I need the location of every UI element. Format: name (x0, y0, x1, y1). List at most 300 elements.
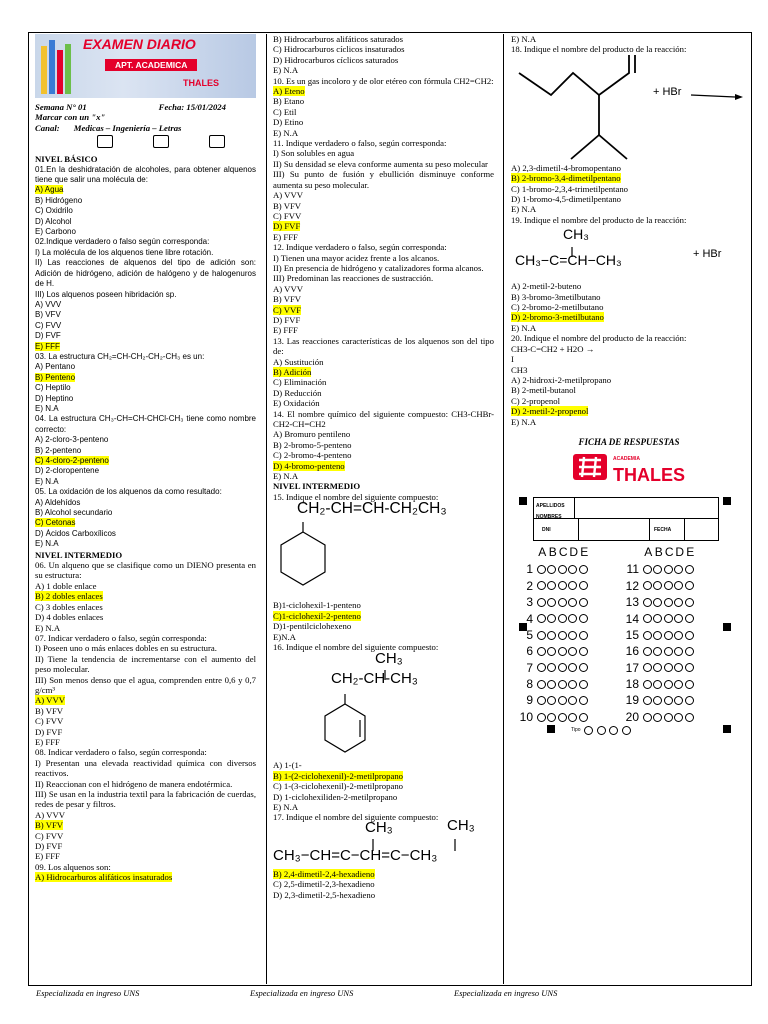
question-line: D) Heptino (35, 393, 74, 403)
question-line: C) 1-bromo-2,3,4-trimetilpentano (511, 183, 629, 194)
answer-bubble[interactable] (579, 680, 588, 689)
question-line: C) Oxidrilo (35, 206, 73, 216)
question-line: C) FVV (273, 210, 302, 221)
tipo-bubble[interactable] (584, 726, 593, 735)
question-line: 02.Indique verdadero o falso según corresponda: (35, 237, 210, 247)
question-line: NIVEL BÁSICO (35, 154, 98, 165)
answer-bubble[interactable] (537, 696, 546, 705)
answer-bubble[interactable] (653, 598, 662, 607)
question-line: E) FFF (35, 851, 60, 862)
question-line: A) 1 doble enlace (35, 580, 97, 591)
text-line (35, 654, 256, 675)
answer-bubble[interactable] (685, 614, 694, 623)
question-line: C) 1-(3-ciclohexenil)-2-metilpropano (273, 781, 404, 792)
answer-bubble[interactable] (579, 647, 588, 656)
text-line (35, 414, 256, 435)
text-line (511, 184, 747, 194)
text-line (273, 481, 494, 491)
question-line: B) VFV (273, 200, 302, 211)
answer-bubble[interactable] (674, 565, 683, 574)
answer-row (621, 709, 696, 725)
footer-2: Especializada en ingreso UNS (250, 988, 354, 998)
text-line (511, 173, 747, 183)
answer-bubble[interactable] (558, 598, 567, 607)
answer-bubble[interactable] (568, 647, 577, 656)
letter-label: B (548, 545, 557, 560)
answer-bubble[interactable] (579, 598, 588, 607)
answer-bubble[interactable] (664, 696, 673, 705)
answer-bubble[interactable] (685, 565, 694, 574)
question-line: B) 2-bromo-5-penteno (273, 439, 352, 450)
question-number: 12 (625, 578, 639, 593)
text-line (35, 248, 256, 258)
bubble-header (515, 547, 590, 561)
text-line (35, 518, 256, 528)
text-line (273, 65, 494, 75)
question-line: C) FVV (35, 320, 62, 330)
text-line (35, 217, 256, 227)
fecha-field[interactable] (684, 519, 718, 540)
answer-bubble[interactable] (664, 680, 673, 689)
q17-top-2: CH₃ (447, 816, 475, 834)
answer-bubble[interactable] (685, 696, 694, 705)
question-line: C) Eliminación (273, 377, 327, 388)
answer-bubble[interactable] (568, 614, 577, 623)
q19-reagent: + HBr (693, 248, 722, 261)
tipo-bubble[interactable] (622, 726, 631, 735)
column-2-q15-options (273, 600, 494, 652)
answer-bubble[interactable] (568, 598, 577, 607)
column-1 (35, 34, 256, 883)
text-line (35, 477, 256, 487)
text-line (35, 737, 256, 747)
thales-logo (511, 451, 747, 486)
fecha-label: Fecha: 15/01/2024 (158, 102, 226, 112)
answer-bubble[interactable] (579, 696, 588, 705)
answer-bubble[interactable] (653, 713, 662, 722)
question-line: B) VFV (35, 820, 64, 831)
answer-bubble[interactable] (653, 581, 662, 590)
text-line (273, 879, 494, 889)
text-line (273, 461, 494, 471)
checkbox-letras[interactable] (209, 135, 225, 148)
answer-bubble[interactable] (537, 631, 546, 640)
footer-1: Especializada en ingreso UNS (36, 988, 140, 998)
apellidos-field[interactable] (575, 498, 718, 518)
question-line: D) FVF (273, 221, 301, 232)
question-line: I (511, 354, 514, 365)
text-line (273, 781, 494, 791)
question-line: 04. La estructura CH₃-CH=CH-CHCl-CH₃ tiene como nombre correcto: (35, 414, 256, 434)
question-line: C) VVF (273, 304, 302, 315)
text-line (35, 560, 256, 581)
letter-label: D (675, 545, 685, 560)
answer-bubble[interactable] (537, 598, 546, 607)
checkbox-ingenieria[interactable] (153, 135, 169, 148)
text-line (35, 820, 256, 830)
bubble-header (621, 547, 696, 561)
answer-bubble[interactable] (674, 680, 683, 689)
alignment-mark (519, 497, 527, 505)
text-line (35, 498, 256, 508)
answer-bubble[interactable] (537, 680, 546, 689)
question-line: E) N.A (511, 416, 537, 427)
question-line: D) Reducción (273, 387, 322, 398)
question-line: E) Carbono (35, 227, 76, 237)
question-line: D) FVF (35, 331, 61, 341)
answer-bubble[interactable] (674, 631, 683, 640)
question-line: C) Heptilo (35, 383, 71, 393)
text-line (35, 758, 256, 779)
answer-bubble[interactable] (653, 696, 662, 705)
question-line: B) 2-bromo-3,4-dimetilpentano (511, 173, 621, 184)
text-line (35, 394, 256, 404)
answer-bubble[interactable] (664, 647, 673, 656)
letter-label: E (686, 545, 695, 560)
answer-bubble[interactable] (537, 565, 546, 574)
question-line: CH3-C=CH2 + H2O → (511, 343, 595, 354)
answer-bubble[interactable] (685, 581, 694, 590)
answer-bubble[interactable] (643, 565, 652, 574)
question-line: E) FFF (35, 341, 60, 351)
answer-row (621, 692, 696, 708)
letter-label: A (538, 545, 547, 560)
question-line: A) 2-hidroxi-2-metilpropano (511, 374, 612, 385)
alignment-mark (723, 725, 731, 733)
answer-bubble[interactable] (653, 680, 662, 689)
answer-bubble[interactable] (685, 663, 694, 672)
answer-bubble[interactable] (664, 631, 673, 640)
question-line: E) FFF (273, 231, 298, 242)
answer-bubble[interactable] (547, 680, 556, 689)
question-line: 11. Indique verdadero o falso, según corresponda: (273, 138, 447, 149)
answer-bubble[interactable] (674, 614, 683, 623)
text-line (35, 591, 256, 601)
question-line: A) VVV (35, 809, 66, 820)
question-line: A) VVV (273, 283, 304, 294)
thales-logo-icon (573, 454, 607, 480)
answer-bubble[interactable] (674, 647, 683, 656)
question-number: 4 (526, 611, 533, 626)
question-number: 14 (625, 611, 639, 626)
text-line (511, 302, 747, 312)
question-line: D) 2-metil-2-propenol (511, 406, 589, 417)
text-line (273, 34, 494, 44)
answer-bubble[interactable] (579, 663, 588, 672)
question-line: E) N.A (35, 539, 59, 549)
text-line (273, 760, 494, 770)
question-line: D) 2-cloropentene (35, 466, 100, 476)
answer-bubble[interactable] (568, 680, 577, 689)
bubble-grid-right (621, 547, 696, 725)
text-line (273, 429, 494, 439)
answer-bubble[interactable] (547, 631, 556, 640)
answer-bubble[interactable] (579, 581, 588, 590)
letter-label: C (558, 545, 568, 560)
text-line (273, 96, 494, 106)
answer-row (621, 578, 696, 594)
answer-bubble[interactable] (643, 680, 652, 689)
question-line: C) 2,5-dimetil-2,3-hexadieno (273, 879, 375, 890)
text-line (35, 237, 256, 247)
text-line (35, 342, 256, 352)
answer-bubble[interactable] (558, 663, 567, 672)
tipo-bubble[interactable] (609, 726, 618, 735)
question-line: CH3 (511, 364, 528, 375)
column-2-questions (273, 34, 494, 502)
answer-bubble[interactable] (547, 663, 556, 672)
answer-bubble[interactable] (558, 581, 567, 590)
answer-bubble[interactable] (643, 631, 652, 640)
answer-bubble[interactable] (643, 647, 652, 656)
answer-bubble[interactable] (653, 663, 662, 672)
answer-bubble[interactable] (664, 663, 673, 672)
answer-bubble[interactable] (568, 581, 577, 590)
q18-structure (511, 55, 747, 163)
question-line: 05. La oxidación de los alquenos da como resultado: (35, 487, 222, 497)
text-line (273, 76, 494, 86)
answer-bubble[interactable] (579, 614, 588, 623)
text-line (273, 632, 494, 642)
question-line: C) FVV (35, 830, 64, 841)
answer-bubble[interactable] (537, 614, 546, 623)
answer-row (515, 627, 590, 643)
answer-bubble[interactable] (664, 713, 673, 722)
answer-bubble[interactable] (643, 663, 652, 672)
text-line (35, 227, 256, 237)
column-2-q16-options (273, 760, 494, 822)
column-3-questions (511, 34, 747, 55)
answer-bubble[interactable] (558, 565, 567, 574)
answer-bubble[interactable] (568, 631, 577, 640)
text-line (273, 315, 494, 325)
answer-bubble[interactable] (558, 713, 567, 722)
text-line (35, 331, 256, 341)
question-line: II) Las reacciones de alquenos del tipo de adición son: Adición de hidrógeno, adición de halógeno y de halogenuros de H. (35, 258, 256, 289)
canal-label: Canal: (35, 122, 60, 133)
answer-bubble[interactable] (685, 631, 694, 640)
answer-bubble[interactable] (685, 680, 694, 689)
question-line: C) 2-bromo-4-penteno (273, 450, 352, 461)
answer-bubble[interactable] (685, 598, 694, 607)
text-line (511, 163, 747, 173)
banner-subtitle: APT. ACADEMICA (105, 59, 197, 71)
answer-bubble[interactable] (547, 598, 556, 607)
question-number: 13 (625, 595, 639, 610)
answer-bubble[interactable] (664, 565, 673, 574)
answer-bubble[interactable] (643, 581, 652, 590)
answer-bubble[interactable] (664, 581, 673, 590)
text-line (35, 602, 256, 612)
answer-bubble[interactable] (664, 614, 673, 623)
thales-name: THALES (613, 465, 685, 486)
text-line (511, 44, 747, 54)
answer-bubble[interactable] (685, 647, 694, 656)
text-line (273, 792, 494, 802)
question-line: 13. Las reacciones características de los alquenos son del tipo de: (273, 335, 494, 357)
answer-row (515, 692, 590, 708)
q17-formula: CH₃−CH=C−CH=C−CH₃ (273, 846, 438, 864)
answer-bubble[interactable] (579, 565, 588, 574)
question-line: 10. Es un gas incoloro y de olor etéreo con fórmula CH2=CH2: (273, 75, 494, 86)
answer-bubble[interactable] (643, 696, 652, 705)
question-line: A) 2,3-dimetil-4-bromopentano (511, 162, 622, 173)
answer-bubble[interactable] (547, 565, 556, 574)
question-line: 14. El nombre químico del siguiente compuesto: CH3-CHBr-CH2-CH=CH2 (273, 408, 494, 430)
question-line: III) Los alquenos poseen hibridación sp. (35, 289, 177, 299)
text-line (35, 747, 256, 757)
answer-bubble[interactable] (653, 647, 662, 656)
answer-bubble[interactable] (558, 614, 567, 623)
q16-top: CH₃ (375, 650, 403, 668)
text-line (35, 310, 256, 320)
text-line (35, 165, 256, 186)
text-line (273, 263, 494, 273)
answer-bubble[interactable] (643, 713, 652, 722)
question-number: 5 (526, 627, 533, 642)
question-line: C) Hidrocarburos cíclicos insaturados (273, 44, 405, 55)
q15-structure (273, 502, 494, 600)
text-line (273, 55, 494, 65)
question-line: C)1-ciclohexil-2-penteno (273, 610, 361, 621)
text-line (273, 128, 494, 138)
question-line: 07. Indicar verdadero o falso, según corresponda: (35, 632, 207, 643)
answer-bubble[interactable] (537, 663, 546, 672)
bubble-grid-left (515, 547, 590, 725)
column-2 (273, 34, 494, 900)
question-line: 06. Un alqueno que se clasifique como un DIENO presenta en su estructura: (35, 560, 256, 581)
tipo-bubble[interactable] (597, 726, 606, 735)
answer-row (621, 611, 696, 627)
question-line: B) 2-penteno (35, 445, 82, 455)
answer-bubble[interactable] (568, 663, 577, 672)
answer-bubble[interactable] (558, 696, 567, 705)
q15-formula: CH₂-CH=CH-CH₂CH₃ (297, 500, 447, 518)
column-2-q17-options (273, 869, 494, 900)
q19-top: CH₃ (563, 226, 589, 243)
answer-bubble[interactable] (558, 680, 567, 689)
text-line (35, 581, 256, 591)
answer-bubble[interactable] (568, 713, 577, 722)
answer-bubble[interactable] (643, 598, 652, 607)
answer-bubble[interactable] (653, 631, 662, 640)
answer-bubble[interactable] (547, 647, 556, 656)
text-line (35, 383, 256, 393)
letter-label: B (654, 545, 663, 560)
answer-bubble[interactable] (674, 663, 683, 672)
question-number: 9 (526, 693, 533, 708)
dni-field[interactable] (578, 519, 650, 540)
dni-label: DNI (542, 526, 551, 533)
answer-row (515, 660, 590, 676)
text-line (273, 890, 494, 900)
question-line: I) La molécula de los alquenos tiene libre rotación. (35, 247, 214, 257)
answer-bubble[interactable] (537, 713, 546, 722)
question-line: A) 2-metil-2-buteno (511, 281, 582, 292)
question-line: A) Agua (35, 185, 64, 195)
question-line: NIVEL INTERMEDIO (35, 549, 123, 560)
answer-bubble[interactable] (579, 713, 588, 722)
answer-bubble[interactable] (664, 598, 673, 607)
answer-bubble[interactable] (547, 614, 556, 623)
text-line (35, 446, 256, 456)
answer-bubble[interactable] (547, 713, 556, 722)
answer-bubble[interactable] (547, 696, 556, 705)
question-number: 8 (526, 677, 533, 692)
answer-row (621, 643, 696, 659)
q16-structure (273, 652, 494, 760)
question-number: 19 (625, 693, 639, 708)
question-line: III) Se usan en la industria textil para la fabricación de cuerdas, redes de pesar y filtros. (35, 789, 256, 810)
answer-bubble[interactable] (653, 565, 662, 574)
checkbox-medicas[interactable] (97, 135, 113, 148)
question-line: D) FVF (273, 314, 301, 325)
answer-bubble[interactable] (568, 565, 577, 574)
answer-bubble[interactable] (558, 647, 567, 656)
answer-bubble[interactable] (558, 631, 567, 640)
q18-skeletal (511, 55, 747, 163)
answer-bubble[interactable] (537, 581, 546, 590)
answer-bubble[interactable] (547, 581, 556, 590)
text-line (35, 466, 256, 476)
question-line: B) VFV (273, 294, 302, 305)
answer-sheet (511, 493, 747, 743)
question-line: E) N.A (273, 65, 299, 76)
text-line (273, 221, 494, 231)
text-line (35, 206, 256, 216)
answer-bubble[interactable] (674, 598, 683, 607)
answer-bubble[interactable] (643, 614, 652, 623)
question-line: III) Predominan las reacciones de sustracción. (273, 273, 434, 284)
text-line (35, 675, 256, 696)
column-3-q19-options (511, 281, 747, 427)
answer-row (621, 676, 696, 692)
question-line: D) 2-bromo-3-metilbutano (511, 312, 604, 323)
text-line (35, 789, 256, 810)
answer-bubble[interactable] (685, 713, 694, 722)
question-line: A) Bromuro pentileno (273, 429, 351, 440)
text-line (35, 362, 256, 372)
answer-bubble[interactable] (674, 696, 683, 705)
text-line (35, 623, 256, 633)
answer-bubble[interactable] (537, 647, 546, 656)
question-line: B) VFV (35, 705, 64, 716)
question-line: E) Oxidación (273, 398, 320, 409)
answer-bubble[interactable] (674, 581, 683, 590)
text-line (273, 325, 494, 335)
question-line: E) N.A (35, 476, 59, 486)
answer-bubble[interactable] (579, 631, 588, 640)
text-line (273, 201, 494, 211)
text-line (273, 232, 494, 242)
text-line (35, 851, 256, 861)
question-line: D) Alcohol (35, 216, 72, 226)
question-line: E) FFF (273, 325, 298, 336)
question-number: 16 (625, 644, 639, 659)
question-line: NIVEL INTERMEDIO (273, 481, 361, 492)
question-line: E) N.A (273, 471, 299, 482)
text-line (273, 357, 494, 367)
question-line: D) Hidrocarburos cíclicos saturados (273, 54, 399, 65)
question-line: C) FVV (35, 716, 64, 727)
question-number: 20 (625, 709, 639, 724)
answer-bubble[interactable] (653, 614, 662, 623)
answer-bubble[interactable] (568, 696, 577, 705)
text-line (35, 695, 256, 705)
answer-bubble[interactable] (674, 713, 683, 722)
question-line: B) Hidrocarburos alifáticos saturados (273, 34, 404, 44)
text-line (273, 294, 494, 304)
